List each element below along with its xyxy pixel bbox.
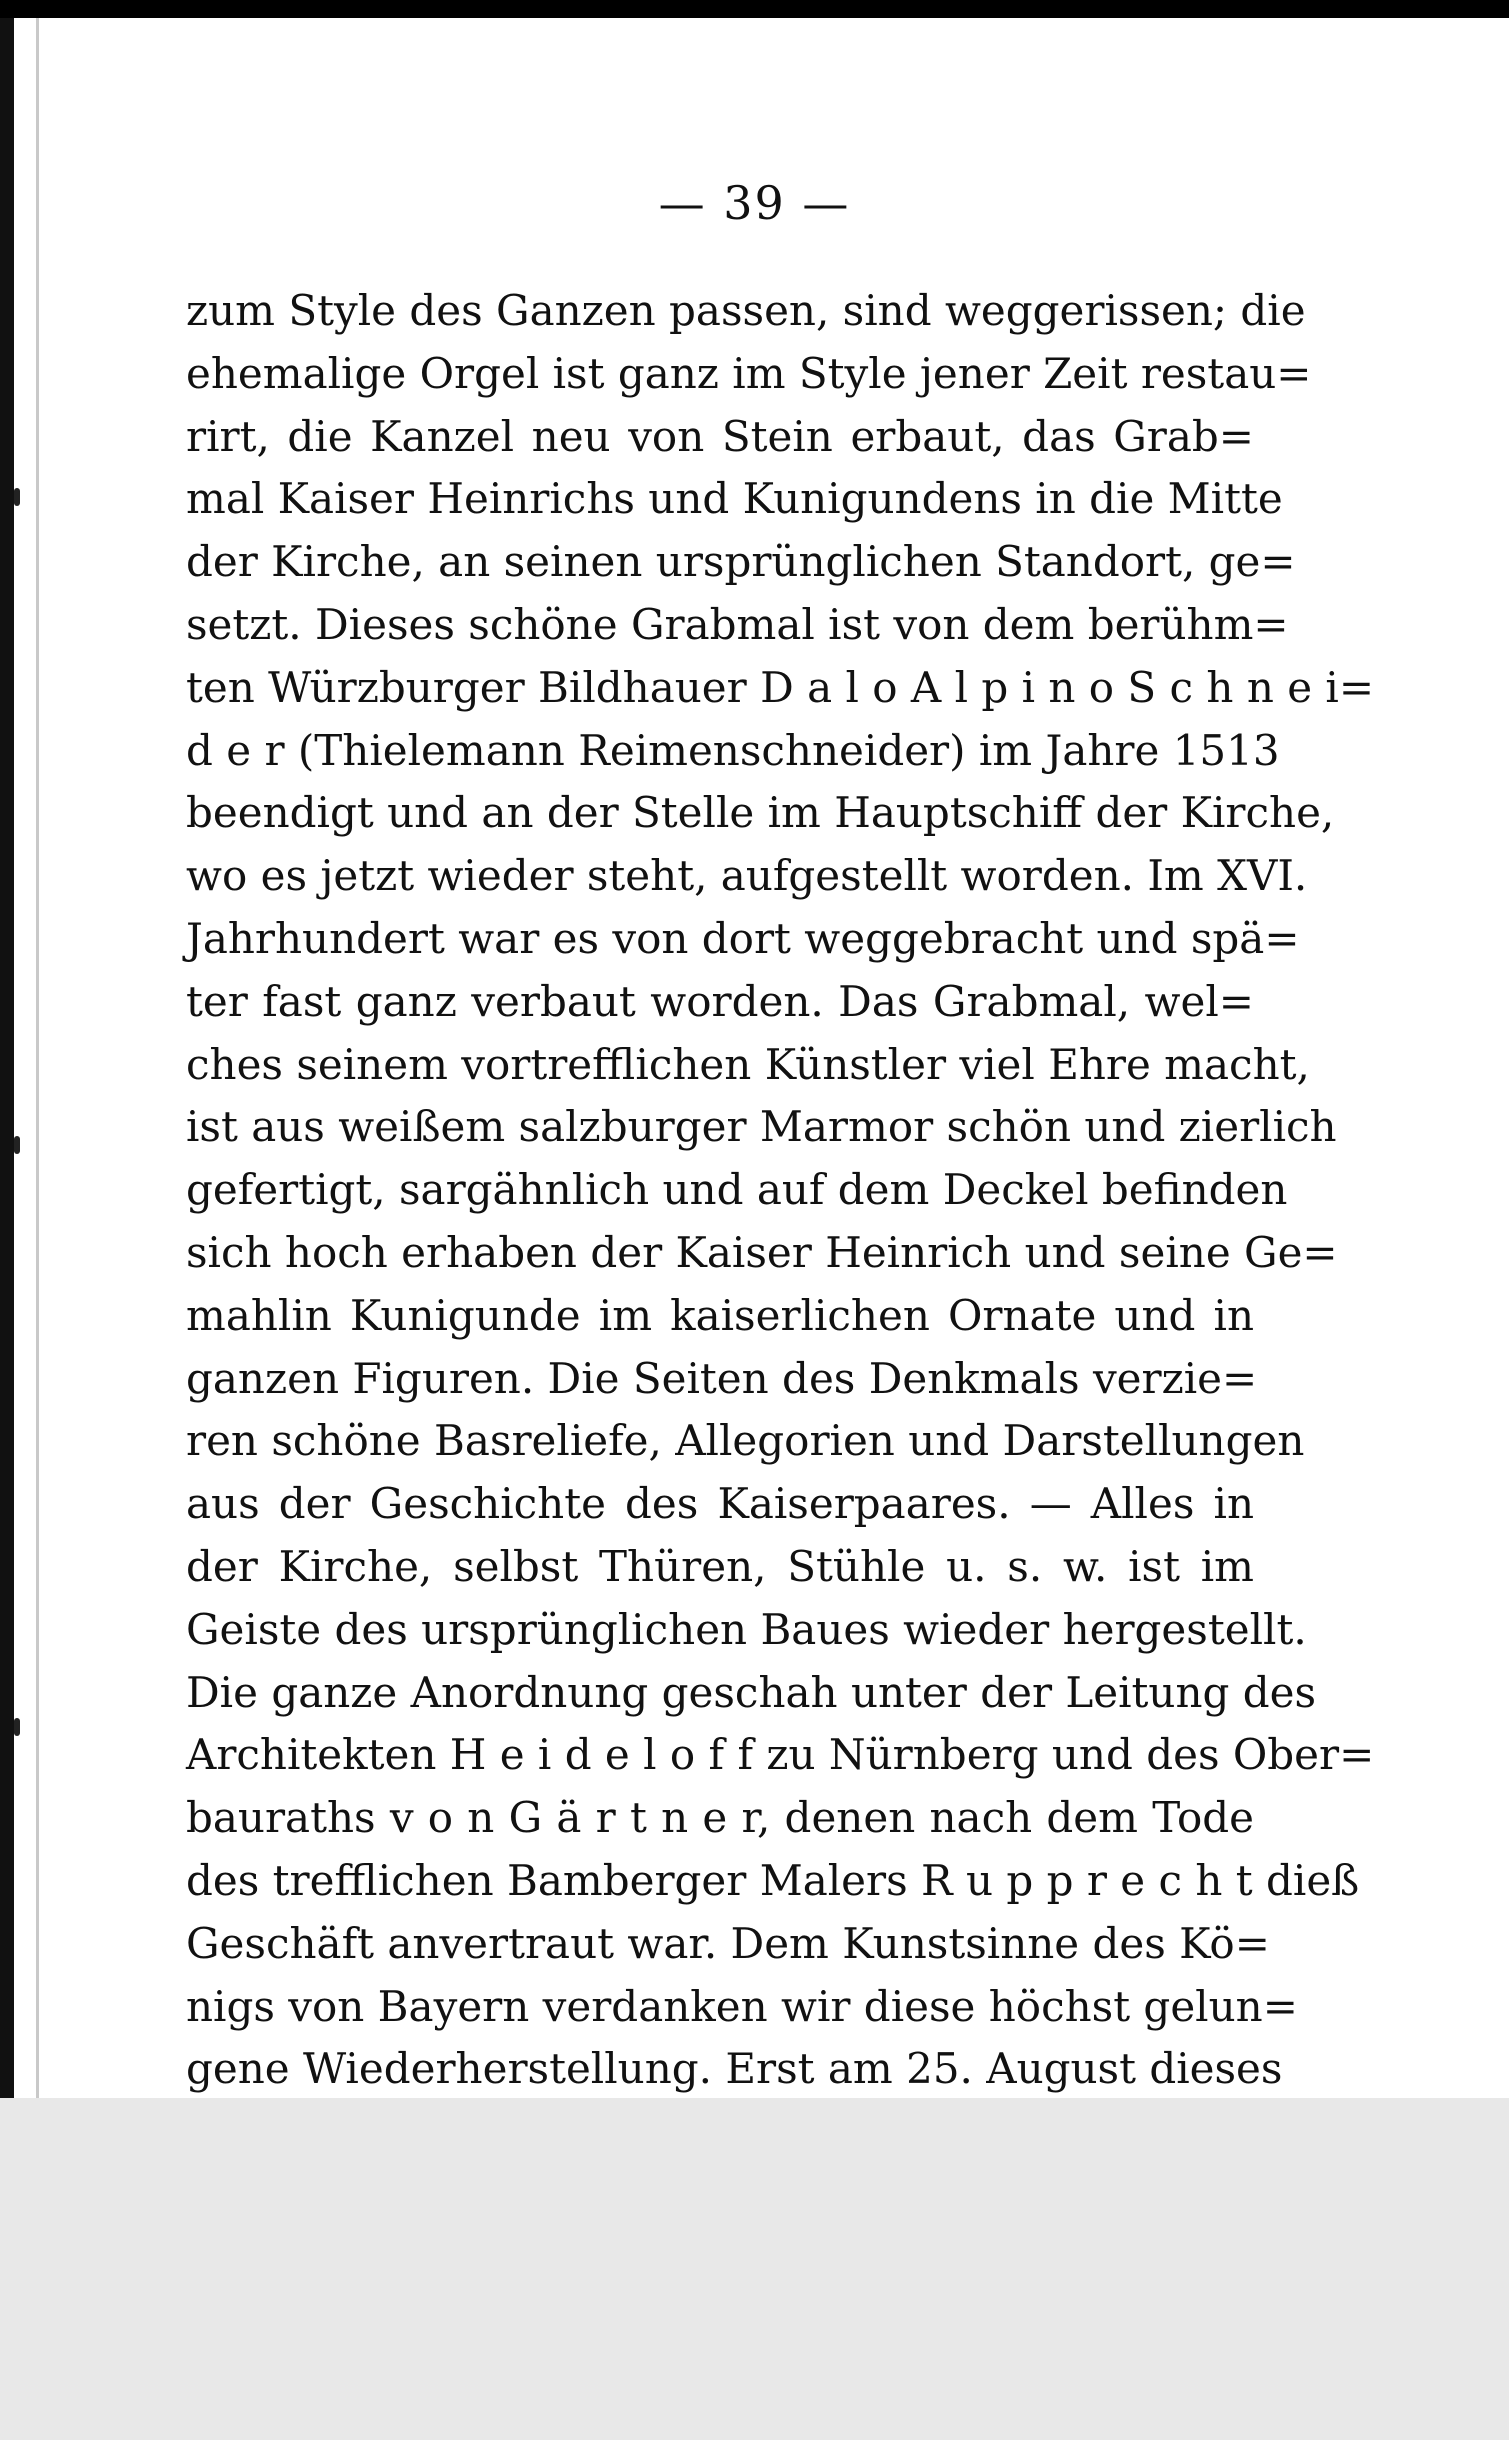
text-line: wo es jetzt wieder steht, aufgestellt worden. Im XVI. xyxy=(186,851,1308,901)
text-line: Jahrhundert war es von dort weggebracht und spä= xyxy=(186,913,1300,963)
text-line-cut-off: gene Wiederherstellung. Erst am 25. August dieses xyxy=(186,2044,1283,2094)
text-line: ehemalige Orgel ist ganz im Style jener Zeit restau= xyxy=(186,348,1312,398)
text-line: ist aus weißem salzburger Marmor schön und zierlich xyxy=(186,1102,1337,1152)
text-line: nigs von Bayern verdanken wir diese höchst gelun= xyxy=(186,1981,1298,2031)
edge-mark xyxy=(14,488,20,506)
text-line: mahlin Kunigunde im kaiserlichen Ornate und in xyxy=(186,1290,1254,1340)
page-gutter-line xyxy=(36,18,39,2098)
text-line: Geiste des ursprünglichen Baues wieder hergestellt. xyxy=(186,1604,1307,1654)
text-line: Geschäft anvertraut war. Dem Kunstsinne des Kö= xyxy=(186,1918,1270,1968)
text-line: zum Style des Ganzen passen, sind weggerissen; die xyxy=(186,286,1306,335)
text-line: setzt. Dieses schöne Grabmal ist von dem berühm= xyxy=(186,599,1289,649)
body-text xyxy=(186,280,1375,2094)
text-line: ches seinem vortrefflichen Künstler viel Ehre macht, xyxy=(186,1039,1310,1089)
scan-background xyxy=(0,2098,1509,2440)
text-line: der Kirche, selbst Thüren, Stühle u. s. w. ist im xyxy=(186,1541,1254,1591)
text-line: gefertigt, sargähnlich und auf dem Deckel befinden xyxy=(186,1165,1288,1215)
text-line: d e r (Thielemann Reimenschneider) im Jahre 1513 xyxy=(186,725,1280,775)
text-line: des trefflichen Bamberger Malers R u p p r e c h t dieß xyxy=(186,1855,1360,1905)
scan-top-border xyxy=(0,0,1509,18)
text-line: sich hoch erhaben der Kaiser Heinrich und seine Ge= xyxy=(186,1227,1338,1277)
edge-mark xyxy=(14,1136,20,1154)
text-line: ter fast ganz verbaut worden. Das Grabmal, wel= xyxy=(186,976,1254,1026)
page-number: — 39 — xyxy=(658,176,851,230)
text-line: bauraths v o n G ä r t n e r, denen nach dem Tode xyxy=(186,1793,1254,1843)
book-page xyxy=(0,18,1509,2098)
text-line: mal Kaiser Heinrichs und Kunigundens in die Mitte xyxy=(186,474,1283,524)
text-line: ren schöne Basreliefe, Allegorien und Darstellungen xyxy=(186,1416,1305,1466)
text-line: der Kirche, an seinen ursprünglichen Standort, ge= xyxy=(186,537,1296,587)
scan-left-edge xyxy=(0,18,14,2098)
text-line: beendigt und an der Stelle im Hauptschiff der Kirche, xyxy=(186,788,1335,838)
edge-mark xyxy=(14,1718,20,1736)
text-line: Die ganze Anordnung geschah unter der Leitung des xyxy=(186,1667,1317,1717)
text-line: rirt, die Kanzel neu von Stein erbaut, das Grab= xyxy=(186,411,1254,461)
text-line: Architekten H e i d e l o f f zu Nürnberg und des Ober= xyxy=(186,1730,1375,1780)
text-line: ganzen Figuren. Die Seiten des Denkmals verzie= xyxy=(186,1353,1258,1403)
text-line: ten Würzburger Bildhauer D a l o A l p i n o S c h n e i= xyxy=(186,662,1375,712)
text-line: aus der Geschichte des Kaiserpaares. — Alles in xyxy=(186,1479,1254,1529)
